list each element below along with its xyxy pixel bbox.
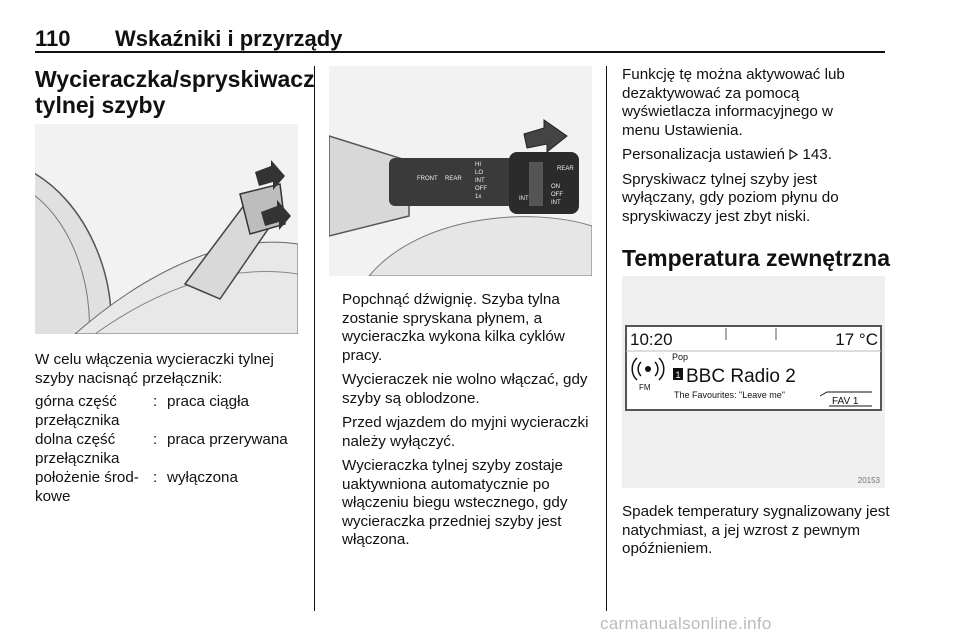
illustration-info-display [622,276,885,488]
chapter-title: Wskaźniki i przyrządy [115,26,343,51]
mode-term: górna część przełącznika [35,393,120,429]
display-band: FM [639,383,651,392]
display-subtitle: The Favourites: "Leave me" [674,390,785,400]
display-genre: Pop [672,352,689,362]
caption-text: Spadek temperatury sygnalizowany jest natychmiast, a jej wzrost z pewnym opóźnieniem. [622,503,890,557]
image-id: 20153 [857,476,880,485]
separator: : [153,469,158,486]
header-rule [35,51,885,53]
mode-term: dolna część przełącznika [35,431,120,467]
page-number: 110 [35,26,71,51]
section-heading-rear-wiper: Wycieraczka/spryskiwacz tylnej szyby [35,66,315,118]
paragraph: Funkcję tę można aktywować lub dezaktywować za pomocą wyświetlacza informacyjnego w menu Ustawienia. [622,66,845,139]
illustration-wiper-lever [329,66,592,276]
display-station: BBC Radio 2 [686,366,796,387]
lever-label-rear-2: REAR [557,166,574,172]
column3-text [622,66,892,226]
mode-definition: praca ciągła [167,393,249,410]
watermark: carmanualsonline.info [600,614,772,633]
crossref-link[interactable]: 143. [802,146,832,163]
list-item [35,469,305,506]
lever-label-int-2: INT [551,200,561,206]
display-fav-label: FAV 1 [832,396,859,407]
mode-definition: wyłączona [167,469,238,486]
lever-label-int-3: INT [519,196,529,202]
lever-label-1x: 1x [475,194,482,200]
intro-text: W celu włączenia wycieraczki tylnej szyby nacisnąć przełącznik: [35,351,274,387]
separator: : [153,431,158,448]
column-divider-right [606,66,607,611]
lever-label-hi: HI [475,162,481,168]
column-divider-left [314,66,315,611]
paragraph: Wycieraczek nie wolno włączać, gdy szyby są oblodzone. [342,371,588,407]
mode-list [35,393,305,507]
paragraph: Wycieraczka tylnej szyby zostaje uaktywniona automatycznie po włączeniu biegu wstecznego, gdy wycieraczka przedniej szyby jest włączona. [342,457,568,548]
section-heading-outside-temperature: Temperatura zewnętrzna [622,245,890,271]
lever-label-front: FRONT [417,176,438,182]
lever-label-on: ON [551,184,560,190]
lever-label-off-2: OFF [551,192,563,198]
lever-label-off: OFF [475,186,487,192]
arrow-right-icon [789,147,798,158]
paragraph: Przed wjazdem do myjni wycieraczki należy wyłączyć. [342,414,589,450]
list-item [35,393,305,430]
separator: : [153,393,158,410]
mode-term: położenie środ-kowe [35,469,139,505]
display-preset-number: 1 [675,370,681,380]
illustration-steering-wheel-switch [35,124,298,334]
paragraph: Popchnąć dźwignię. Szyba tylna zostanie spryskana płynem, a wycieraczka wykona kilka cyklów pracy. [342,291,565,364]
display-temperature: 17 °C [835,330,878,349]
mode-definition: praca przerywana [167,431,288,448]
lever-label-lo: LO [475,170,484,176]
paragraph: Spryskiwacz tylnej szyby jest wyłączany, gdy poziom płynu do spryskiwaczy jest zbyt niski. [622,170,839,225]
column2-text [342,291,592,550]
lever-label-rear: REAR [445,176,462,182]
display-time: 10:20 [630,330,673,349]
list-item [35,431,305,468]
lever-label-int: INT [475,178,485,184]
paragraph-crossref: Personalizacja ustawień 143. [622,146,832,163]
